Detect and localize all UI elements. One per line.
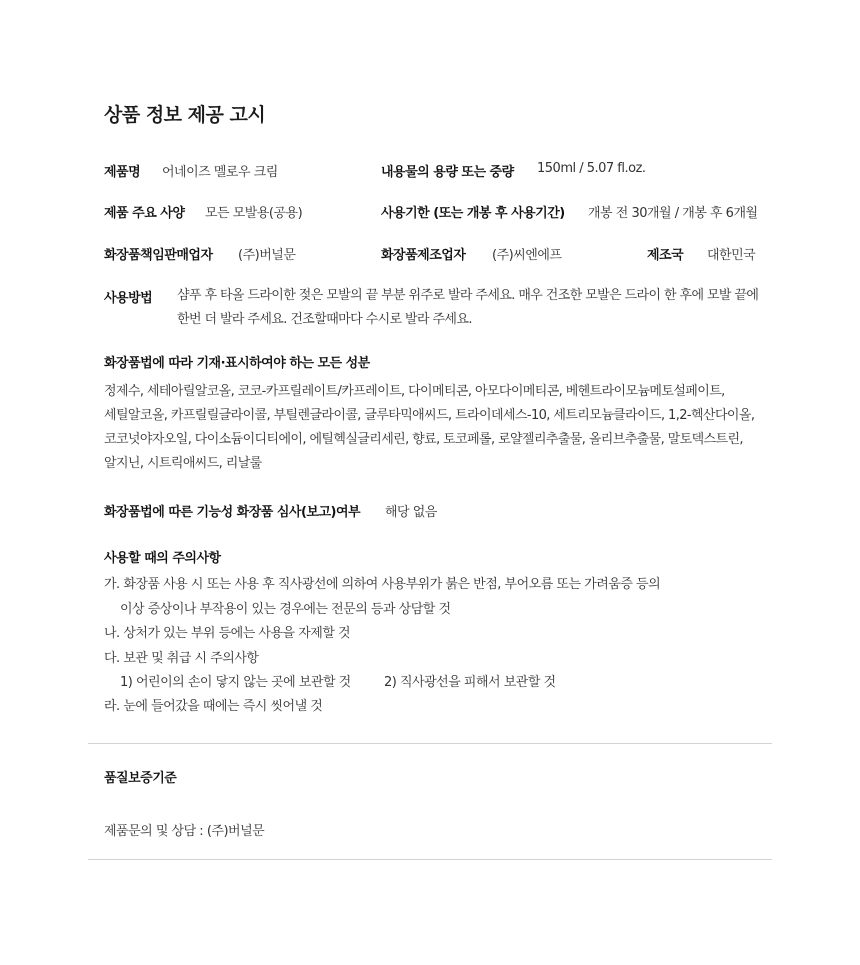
- caution-line-4: 라. 눈에 들어갔을 때에는 즉시 씻어낼 것: [104, 699, 323, 714]
- product-name-value: 어네이즈 멜로우 크림: [162, 165, 278, 180]
- ingredients-heading: 화장품법에 따라 기재·표시하여야 하는 모든 성분: [104, 356, 370, 371]
- volume-value: 150ml / 5.07 fl.oz.: [537, 161, 646, 176]
- maker-label: 화장품제조업자: [381, 248, 466, 263]
- volume-label: 내용물의 용량 또는 중량: [381, 165, 514, 180]
- caution-line-3b: 2) 직사광선을 피해서 보관할 것: [384, 675, 556, 690]
- divider-bottom: [88, 859, 772, 860]
- caution-line-1: 가. 화장품 사용 시 또는 사용 후 직사광선에 의하여 사용부위가 붉은 반점, 부어오름 또는 가려움증 등의: [104, 577, 661, 592]
- country-value: 대한민국: [707, 248, 756, 263]
- product-name-label: 제품명: [104, 165, 141, 180]
- caution-line-3a: 1) 어린이의 손이 닿지 않는 곳에 보관할 것: [120, 675, 351, 690]
- quality-contact: 제품문의 및 상담 : (주)버널문: [104, 824, 265, 839]
- usage-text: 샴푸 후 타올 드라이한 젖은 모발의 끝 부분 위주로 발라 주세요. 매우 건조한 모발은 드라이 한 후에 모발 끝에 한번 더 발라 주세요. 건조할때마다 수시로 발라 주세요.: [177, 288, 759, 327]
- seller-label: 화장품책임판매업자: [104, 248, 213, 263]
- divider-top: [88, 743, 772, 744]
- functional-label: 화장품법에 따른 기능성 화장품 심사(보고)여부: [104, 505, 361, 520]
- country-label: 제조국: [647, 248, 684, 263]
- caution-line-2: 나. 상처가 있는 부위 등에는 사용을 자제할 것: [104, 626, 351, 641]
- maker-value: (주)씨엔에프: [492, 248, 562, 263]
- spec-label: 제품 주요 사양: [104, 206, 185, 221]
- expiry-label: 사용기한 (또는 개봉 후 사용기간): [381, 206, 565, 221]
- usage-label: 사용방법: [104, 291, 153, 306]
- caution-line-3: 다. 보관 및 취급 시 주의사항: [104, 651, 259, 666]
- page-title: 상품 정보 제공 고시: [104, 104, 266, 126]
- quality-heading: 품질보증기준: [104, 771, 177, 786]
- ingredients-text: 정제수, 세테아릴알코올, 코코-카프릴레이트/카프레이트, 다이메티콘, 아모다이메티콘, 베헨트라이모늄메토설페이트, 세틸알코올, 카프릴릴글라이콜, 부틸렌글라이콜, 글루타믹애씨드, 트라이데세스-10, 세트리모늄클라이드, 1,2-헥산다이올, 코코넛야자오일, 다이소듐이디티에이, 에틸헥실글리세린, 향료, 토코페롤, 로얄젤리추출물, 올리브추출물, 말토덱스트린, 알지닌, 시트릭애씨드, 리날룰: [104, 384, 755, 471]
- caution-line-1b: 이상 증상이나 부작용이 있는 경우에는 전문의 등과 상담할 것: [120, 602, 451, 617]
- expiry-value: 개봉 전 30개월 / 개봉 후 6개월: [588, 206, 758, 221]
- caution-heading: 사용할 때의 주의사항: [104, 551, 221, 566]
- functional-value: 해당 없음: [385, 505, 437, 520]
- seller-value: (주)버널문: [238, 248, 296, 263]
- spec-value: 모든 모발용(공용): [205, 206, 303, 221]
